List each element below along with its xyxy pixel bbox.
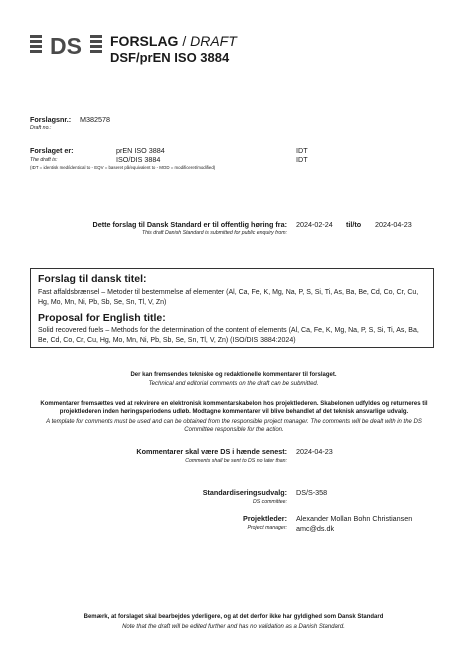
- hearing-label-en: This draft Danish Standard is submitted for public enquiry from:: [141, 230, 287, 236]
- footer-note: Bemærk, at forslaget skal bearbejdes yderligere, og at det derfor ikke har gyldighed som Dansk Standard: [83, 614, 384, 620]
- proposal-is-code2: IDT: [296, 155, 308, 164]
- comments-p2: Kommentarer fremsættes ved at rekvirere en elektronisk kommentarskabelon hos projektlederen. Skabelonen udfyldes og returneres til projektlederen inden høringsperiodens udløb. Modtagne kommentarer vil blive behandlet af det teknisk ansvarlige udvalg.: [40, 401, 428, 416]
- proposal-no-value: M382578: [80, 115, 110, 124]
- proposal-is-value: prEN ISO 3884: [116, 146, 165, 155]
- dk-title-heading: Forslag til dansk titel:: [38, 273, 147, 285]
- titles-box: [30, 268, 434, 348]
- deadline-value: 2024-04-23: [296, 447, 333, 456]
- proposal-is-label-en: The draft is:: [30, 157, 58, 163]
- deadline-label-en: Comments shall be sent to DS no later than:: [185, 458, 287, 464]
- committee-label: Standardiseringsudvalg:: [202, 488, 287, 497]
- committee-value: DS/S-358: [296, 488, 328, 497]
- manager-label-en: Project manager:: [247, 525, 287, 531]
- manager-name: Alexander Mollan Bohn Christiansen: [296, 514, 413, 523]
- hearing-from: 2024-02-24: [296, 220, 333, 229]
- comments-p2-en: A template for comments must be used and can be obtained from the responsible project manager. The comments will be dealt with in the DS Committee responsible for the action.: [46, 419, 422, 434]
- proposal-is-value2: ISO/DIS 3884: [116, 155, 161, 164]
- comments-p1: Der kan fremsendes tekniske og redaktionelle kommentarer til forslaget.: [130, 372, 337, 378]
- header-title: [110, 33, 237, 49]
- header-subtitle: DSF/prEN ISO 3884: [110, 50, 230, 65]
- manager-email[interactable]: amc@ds.dk: [296, 524, 335, 533]
- committee-label-en: DS committee:: [252, 499, 287, 505]
- footer-note-en: Note that the draft will be edited further and has no validation as a Danish Standard.: [122, 624, 345, 630]
- ds-logo-text: DS: [50, 33, 82, 59]
- hearing-to-label: til/to: [346, 220, 362, 229]
- proposal-no-label-en: Draft no.:: [30, 125, 52, 131]
- manager-label: Projektleder:: [243, 514, 287, 523]
- proposal-is-code: IDT: [296, 146, 308, 155]
- title-draft-en: DRAFT: [190, 33, 237, 49]
- ds-logo: [30, 33, 102, 59]
- proposal-is-label: Forslaget er:: [30, 146, 74, 155]
- en-title-heading: Proposal for English title:: [38, 312, 166, 324]
- comments-p1-en: Technical and editorial comments on the draft can be submitted.: [148, 381, 319, 387]
- en-title-text: Solid recovered fuels – Methods for the determination of the content of elements (Al, Ca, Fe, K, Mg, Na, P, S, Si, Ti, As, Ba, Be, Cd, Co, Cr, Cu, Hg, Mo, Mn, Ni, Pb, Sb, Se, Sn, Tl, V, Zn) (ISO/DIS 3884:2024): [38, 327, 419, 344]
- deadline-label: Kommentarer skal være DS i hænde senest:: [136, 447, 287, 456]
- hearing-to: 2024-04-23: [375, 220, 412, 229]
- title-draft-dk: FORSLAG: [110, 33, 179, 49]
- proposal-no-label: Forslagsnr.:: [30, 115, 72, 124]
- hearing-label: Dette forslag til Dansk Standard er til offentlig høring fra:: [92, 220, 287, 229]
- title-separator: /: [182, 33, 187, 49]
- equivalence-note: (IDT = identisk med/identical to - EQV = baseret på/equivalent to - MOD = modificeret/modified): [30, 165, 216, 170]
- dk-title-text: Fast affaldsbrænsel – Metoder til bestemmelse af elementer (Al, Ca, Fe, K, Mg, Na, P, S, Si, Ti, As, Ba, Be, Cd, Co, Cr, Cu, Hg, Mo, Mn, Ni, Pb, Sb, Se, Sn, Tl, V, Zn): [38, 289, 419, 306]
